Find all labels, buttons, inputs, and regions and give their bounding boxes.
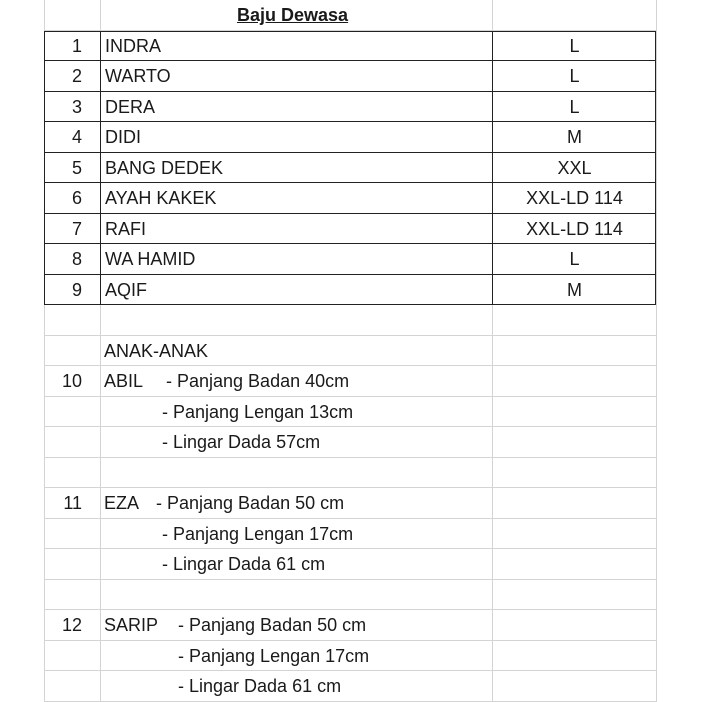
measurement-line: - Panjang Lengan 17cm [162, 523, 354, 544]
adult-row [44, 122, 656, 153]
child-row [44, 427, 656, 458]
name-cell[interactable]: WA HAMID [100, 244, 492, 274]
title-cell[interactable] [100, 0, 492, 30]
page-title: Baju Dewasa [237, 5, 349, 25]
measurement-line: - Panjang Lengan 17cm [178, 645, 370, 666]
name-cell[interactable]: BANG DEDEK [100, 153, 492, 183]
child-name: SARIP [104, 615, 159, 635]
row-number-cell[interactable]: 5 [71, 157, 82, 178]
adult-row [44, 92, 656, 123]
name-cell[interactable]: DIDI [100, 122, 492, 152]
row-number-cell[interactable]: 2 [71, 66, 82, 86]
child-name: EZA [104, 493, 140, 513]
row-number-cell[interactable]: 12 [61, 615, 82, 635]
child-row [44, 671, 656, 702]
child-detail-cell[interactable] [100, 427, 492, 457]
size-cell[interactable]: XXL-LD 114 [492, 183, 656, 213]
measurement-line: - Lingar Dada 61 cm [162, 554, 326, 574]
size-cell[interactable]: XXL-LD 114 [492, 214, 656, 244]
child-detail-cell[interactable] [100, 610, 492, 640]
row-number-cell[interactable]: 7 [71, 218, 82, 239]
child-row [44, 366, 656, 397]
adult-row [44, 61, 656, 92]
child-detail-cell[interactable] [100, 549, 492, 579]
size-cell[interactable]: L [492, 61, 656, 91]
adult-row [44, 214, 656, 245]
row-number-cell[interactable]: 11 [63, 493, 82, 513]
child-detail-cell[interactable] [100, 366, 492, 396]
measurement-line: - Panjang Badan 50 cm [156, 493, 345, 513]
row-number-cell[interactable]: 10 [61, 371, 82, 391]
name-cell[interactable]: RAFI [100, 214, 492, 244]
row-number-cell[interactable]: 1 [71, 35, 82, 56]
row-number-cell[interactable]: 3 [71, 96, 82, 117]
empty-row [44, 580, 656, 611]
adult-row [44, 153, 656, 184]
size-cell[interactable]: M [492, 275, 656, 305]
row-number-cell[interactable]: 9 [71, 279, 82, 300]
child-detail-cell[interactable] [100, 671, 492, 701]
size-cell[interactable]: L [492, 244, 656, 274]
child-detail-cell[interactable] [100, 519, 492, 549]
header-row [44, 0, 656, 31]
empty-row [44, 305, 656, 336]
spreadsheet [44, 0, 656, 702]
adult-row [44, 244, 656, 275]
child-row [44, 610, 656, 641]
child-name: ABIL [104, 371, 144, 391]
grid-line [656, 0, 657, 702]
child-row [44, 641, 656, 672]
measurement-line: - Panjang Badan 50 cm [178, 615, 367, 635]
size-cell[interactable]: XXL [492, 153, 656, 183]
adult-row [44, 183, 656, 214]
measurement-line: - Lingar Dada 61 cm [178, 676, 342, 696]
measurement-line: - Lingar Dada 57cm [162, 432, 321, 452]
child-detail-cell[interactable] [100, 488, 492, 518]
size-cell[interactable]: M [492, 122, 656, 152]
measurement-line: - Panjang Lengan 13cm [162, 401, 354, 422]
child-row [44, 519, 656, 550]
adult-row [44, 275, 656, 306]
name-cell[interactable]: DERA [100, 92, 492, 122]
size-cell[interactable]: L [492, 92, 656, 122]
size-cell[interactable]: L [492, 31, 656, 61]
child-row [44, 549, 656, 580]
adult-row [44, 31, 656, 62]
name-cell[interactable]: INDRA [100, 31, 492, 61]
row-number-cell[interactable]: 4 [71, 127, 82, 147]
child-detail-cell[interactable] [100, 641, 492, 671]
child-row [44, 488, 656, 519]
name-cell[interactable]: AYAH KAKEK [100, 183, 492, 213]
empty-row [44, 458, 656, 489]
child-row [44, 397, 656, 428]
section-heading[interactable]: ANAK-ANAK [104, 340, 209, 361]
section-heading-row [44, 336, 656, 367]
row-number-cell[interactable]: 8 [71, 249, 82, 269]
name-cell[interactable]: AQIF [100, 275, 492, 305]
child-detail-cell[interactable] [100, 397, 492, 427]
row-number-cell[interactable]: 6 [71, 188, 82, 208]
measurement-line: - Panjang Badan 40cm [166, 371, 350, 391]
name-cell[interactable]: WARTO [100, 61, 492, 91]
